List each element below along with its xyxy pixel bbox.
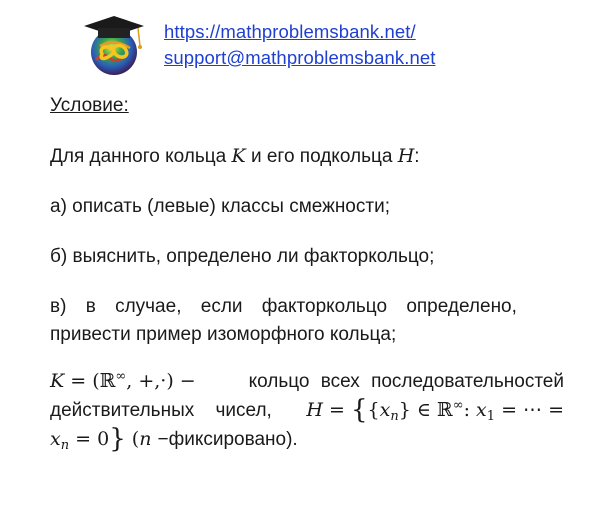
definition: [50, 367, 564, 454]
site-link[interactable]: https://mathproblemsbank.net/: [164, 21, 416, 42]
definition-line1: [50, 367, 564, 396]
item-c-line1-text: в) в случае, если факторкольцо определено,: [50, 296, 517, 317]
definition-line2-text: действительных чисел,: [50, 400, 272, 421]
ring-k-symbol: K: [231, 145, 246, 167]
definition-line3: $x_n = 0$} (n −фиксировано).: [50, 424, 298, 454]
intro-suffix: :: [414, 146, 420, 167]
definition-line2: [50, 396, 564, 425]
ring-k-definition: K = (ℝ∞, +,·) −: [50, 369, 196, 392]
problem-statement: [50, 92, 564, 454]
site-header: [80, 12, 435, 78]
item-c-line2: привести пример изоморфного кольца;: [50, 324, 397, 345]
intro-paragraph: [50, 142, 564, 171]
item-b: б) выяснить, определено ли факторкольцо;: [50, 246, 435, 267]
contact-links: [164, 19, 435, 71]
intro-prefix: Для данного кольца: [50, 146, 232, 167]
item-c-line1: [50, 293, 564, 321]
subring-h-symbol: H: [397, 145, 415, 167]
definition-line1-text: кольцо всех последовательностей: [248, 371, 564, 392]
support-email-link[interactable]: support@mathproblemsbank.net: [164, 47, 436, 68]
intro-middle: и его подкольца: [245, 146, 398, 167]
condition-heading: Условие:: [50, 95, 129, 116]
item-a: а) описать (левые) классы смежности;: [50, 196, 390, 217]
mortarboard-globe-logo-icon: [80, 12, 148, 78]
fixed-note: −фиксировано).: [157, 429, 298, 450]
subring-h-definition: $H = \{\{x_n\}$ ∈ ℝ∞: $x_1$ = ⋯ =: [306, 395, 564, 425]
item-c: [50, 293, 564, 349]
